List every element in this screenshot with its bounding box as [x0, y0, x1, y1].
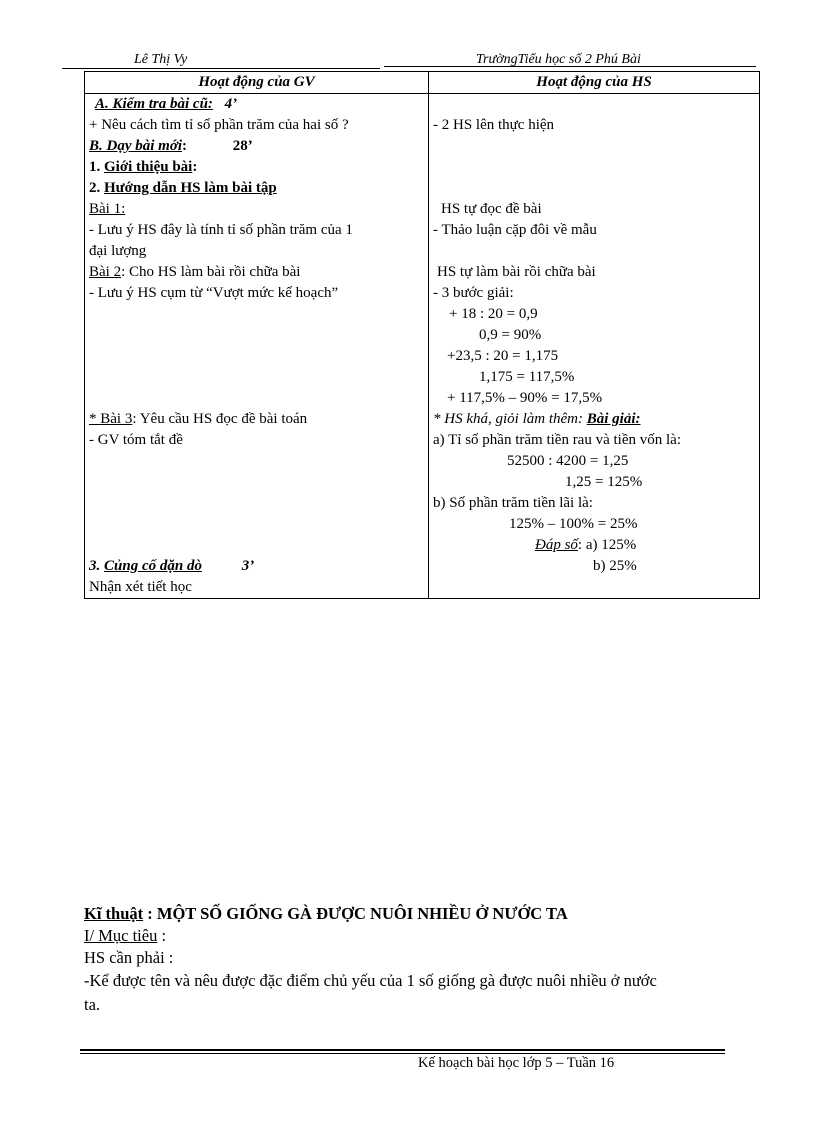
- gv-line-question: + Nêu cách tìm tỉ số phần trăm của hai số ?: [89, 117, 349, 133]
- hs-cell: [429, 94, 760, 599]
- gv-cell: [85, 94, 429, 599]
- hs-line-1: - 2 HS lên thực hiện: [433, 117, 555, 133]
- hs-line-8: +23,5 : 20 = 1,175: [447, 348, 559, 364]
- header-rule-right: [384, 66, 756, 67]
- gv-spacer: [89, 535, 424, 556]
- hs-line-5: - 3 bước giải:: [433, 285, 514, 301]
- kiem-tra-time: 4’: [224, 96, 238, 112]
- hs-spacer: [433, 136, 755, 157]
- hs-line-7: 0,9 = 90%: [479, 327, 542, 343]
- hs-line-9: 1,175 = 117,5%: [479, 369, 575, 385]
- hs-line-18: b) 25%: [593, 558, 637, 574]
- gv-line-bai2: [89, 262, 424, 283]
- bai2-label: Bài 2: [89, 264, 122, 280]
- table-header-row: [85, 72, 760, 94]
- hs-line-16: 125% – 100% = 25%: [509, 516, 638, 532]
- hs-bai-giai: Bài giải:: [586, 411, 641, 427]
- goal-line-1: -Kể được tên và nêu được đặc điểm chủ yếu của 1 số giống gà được nuôi nhiều ở nước: [84, 971, 657, 990]
- footer-rule-thin: [80, 1053, 725, 1054]
- gv-spacer: [89, 514, 424, 535]
- hs-line-13: 52500 : 4200 = 1,25: [507, 453, 629, 469]
- s3-time: 3’: [241, 558, 255, 574]
- subject-label: Kĩ thuật: [84, 904, 144, 923]
- gv-spacer: [89, 367, 424, 388]
- header-rule-left: [62, 68, 380, 69]
- hs-line-4: HS tự làm bài rồi chữa bài: [437, 264, 596, 280]
- gv-line-bai2-note: - Lưu ý HS cụm từ “Vượt mức kế hoạch”: [89, 285, 339, 301]
- hs-line-15: b) Số phần trăm tiền lãi là:: [433, 495, 593, 511]
- gv-line-s2: [89, 178, 424, 199]
- gv-line-s1: [89, 157, 424, 178]
- hs-spacer: [433, 241, 755, 262]
- gv-spacer: [89, 472, 424, 493]
- bai3-text: : Yêu cầu HS đọc đề bài toán: [132, 411, 308, 427]
- s1-colon: :: [192, 159, 198, 175]
- s1-number: 1.: [89, 159, 104, 175]
- need-line: HS cần phải :: [84, 948, 174, 967]
- s2-title: Hướng dẫn HS làm bài tập: [104, 180, 277, 196]
- header-author: Lê Thị Vy: [134, 52, 188, 67]
- hs-line-2: HS tự đọc đề bài: [441, 201, 542, 217]
- dap-so-label: Đáp số: [535, 537, 578, 553]
- gv-line-b: [89, 136, 424, 157]
- hs-line-3: - Thảo luận cặp đôi về mẫu: [433, 222, 597, 238]
- s1-title: Giới thiệu bài: [104, 159, 193, 175]
- bai3-label: Bài 3: [100, 411, 133, 427]
- bai2-text: : Cho HS làm bài rồi chữa bài: [121, 264, 301, 280]
- goal-line-2: ta.: [84, 995, 101, 1014]
- lesson-table: [84, 71, 760, 599]
- gv-line-s3: [89, 556, 424, 577]
- day-bai-moi-time: 28’: [232, 138, 253, 154]
- col-hs-heading: Hoạt động của HS: [429, 72, 760, 94]
- s3-title: Củng cố dặn dò: [104, 558, 202, 574]
- gv-spacer: [89, 388, 424, 409]
- dap-so-a: : a) 125%: [577, 537, 637, 553]
- kiem-tra-title: A. Kiểm tra bài cũ:: [95, 96, 213, 112]
- hs-line-12: a) Tỉ số phần trăm tiền rau và tiền vốn là:: [433, 432, 681, 448]
- s2-number: 2.: [89, 180, 104, 196]
- gv-line-bai3-note: - GV tóm tắt đề: [89, 432, 183, 448]
- gv-line-a: [89, 94, 424, 115]
- gv-spacer: [89, 325, 424, 346]
- hs-spacer: [433, 94, 755, 115]
- gv-line-close: Nhận xét tiết học: [89, 579, 192, 595]
- gv-line-bai1-note: - Lưu ý HS đây là tính tỉ số phần trăm của 1: [89, 222, 353, 238]
- footer-text: Kế hoạch bài học lớp 5 – Tuần 16: [418, 1055, 615, 1071]
- section-title: [84, 903, 568, 925]
- hs-spacer: [433, 577, 755, 598]
- goal-colon: :: [157, 926, 167, 945]
- table-body-row: [85, 94, 760, 599]
- gv-spacer: [89, 451, 424, 472]
- gv-spacer: [89, 493, 424, 514]
- gv-line-bai3: [89, 409, 424, 430]
- hs-line-17: [433, 535, 755, 556]
- footer-rule-thick: [80, 1049, 725, 1051]
- bai3-star: *: [89, 411, 101, 427]
- goal-heading: [84, 925, 166, 947]
- day-bai-moi-colon: :: [182, 138, 188, 154]
- gv-line-bai1-note-cont: đại lượng: [89, 243, 147, 259]
- col-gv-heading: Hoạt động của GV: [85, 72, 429, 94]
- header-school: TrườngTiểu học số 2 Phú Bài: [476, 52, 641, 67]
- hs-line-14: 1,25 = 125%: [565, 474, 643, 490]
- lesson-title: : MỘT SỐ GIỐNG GÀ ĐƯỢC NUÔI NHIỀU Ở NƯỚC TA: [143, 904, 568, 923]
- s3-number: 3.: [89, 558, 104, 574]
- gv-line-bai1: Bài 1:: [89, 201, 126, 217]
- hs-line-11: [433, 409, 755, 430]
- gv-spacer: [89, 304, 424, 325]
- goal-label: I/ Mục tiêu: [84, 926, 158, 945]
- hs-spacer: [433, 157, 755, 178]
- hs-line-10: + 117,5% – 90% = 17,5%: [447, 390, 603, 406]
- hs-line-6: + 18 : 20 = 0,9: [449, 306, 538, 322]
- hs-spacer: [433, 178, 755, 199]
- hs-kha-gioi: * HS khá, giỏi làm thêm:: [433, 411, 583, 427]
- day-bai-moi-title: B. Dạy bài mới: [89, 138, 183, 154]
- gv-spacer: [89, 346, 424, 367]
